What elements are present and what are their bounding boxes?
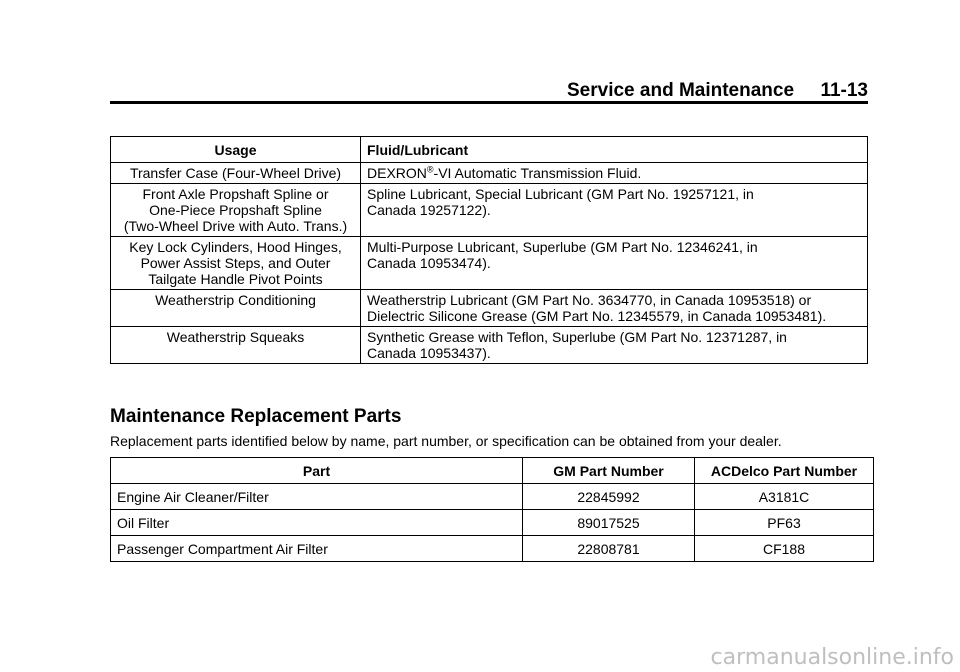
fluid-cell: [361, 290, 868, 327]
usage-line: (Two-Wheel Drive with Auto. Trans.): [123, 218, 348, 234]
table-header-row: [111, 137, 868, 163]
table-row: [111, 163, 868, 184]
acdelco-part-number: PF63: [695, 510, 874, 536]
fluid-line: Spline Lubricant, Special Lubricant (GM Part No. 19257121, in: [367, 186, 754, 202]
section-intro: Replacement parts identified below by name, part number, or specification can be obtained from your dealer.: [110, 433, 782, 449]
fluid-text: DEXRON: [367, 165, 427, 181]
gm-part-number: 22808781: [523, 536, 695, 562]
usage-line: Front Axle Propshaft Spline or: [142, 186, 329, 202]
gm-part-number: 89017525: [523, 510, 695, 536]
part-name: Engine Air Cleaner/Filter: [111, 484, 523, 510]
gm-part-number: 22845992: [523, 484, 695, 510]
fluid-line: Canada 19257122).: [367, 202, 491, 218]
usage-line: Tailgate Handle Pivot Points: [148, 271, 323, 287]
fluid-line: Canada 10953437).: [367, 345, 491, 361]
acdelco-part-number: A3181C: [695, 484, 874, 510]
usage-line: Key Lock Cylinders, Hood Hinges,: [129, 239, 342, 255]
fluid-line: Weatherstrip Lubricant (GM Part No. 3634770, in Canada 10953518) or: [367, 292, 812, 308]
usage-line: Weatherstrip Conditioning: [155, 292, 316, 308]
part-name: Oil Filter: [111, 510, 523, 536]
usage-cell: [111, 163, 361, 184]
usage-cell: [111, 290, 361, 327]
usage-line: Power Assist Steps, and Outer: [140, 255, 331, 271]
usage-line: Transfer Case (Four-Wheel Drive): [129, 165, 342, 181]
usage-header: Usage: [111, 137, 361, 163]
part-header: Part: [111, 458, 523, 484]
part-name: Passenger Compartment Air Filter: [111, 536, 523, 562]
table-header-row: [111, 458, 874, 484]
section-title: Maintenance Replacement Parts: [110, 406, 402, 427]
usage-cell: [111, 237, 361, 290]
usage-line: Weatherstrip Squeaks: [166, 329, 305, 345]
fluid-line: Dielectric Silicone Grease (GM Part No. 12345579, in Canada 10953481).: [367, 308, 827, 324]
usage-line: One-Piece Propshaft Spline: [149, 202, 322, 218]
page-number: 11-13: [820, 80, 868, 101]
fluid-cell: [361, 184, 868, 237]
fluid-header: Fluid/Lubricant: [361, 137, 868, 163]
table-row: [111, 237, 868, 290]
fluid-line: Canada 10953474).: [367, 255, 491, 271]
watermark: carmanualsonline.info: [710, 645, 954, 670]
usage-cell: [111, 327, 361, 364]
table-row: [111, 510, 874, 536]
fluid-text: -VI Automatic Transmission Fluid.: [433, 165, 642, 181]
fluid-cell: [361, 237, 868, 290]
header-rule: [110, 101, 868, 104]
gm-part-number-header: GM Part Number: [523, 458, 695, 484]
section-name: Service and Maintenance: [567, 80, 795, 101]
table-row: [111, 184, 868, 237]
table-row: [111, 290, 868, 327]
fluid-line: Synthetic Grease with Teflon, Superlube (GM Part No. 12371287, in: [367, 329, 787, 345]
table-row: [111, 484, 874, 510]
fluid-cell: [361, 163, 868, 184]
usage-cell: [111, 184, 361, 237]
acdelco-part-number: CF188: [695, 536, 874, 562]
fluid-cell: [361, 327, 868, 364]
header-title: [567, 80, 868, 102]
fluids-table: [110, 136, 868, 364]
parts-table: [110, 457, 874, 562]
table-row: [111, 327, 868, 364]
table-row: [111, 536, 874, 562]
acdelco-part-number-header: ACDelco Part Number: [695, 458, 874, 484]
fluid-line: Multi-Purpose Lubricant, Superlube (GM Part No. 12346241, in: [367, 239, 758, 255]
registered-mark: ®: [426, 164, 434, 175]
